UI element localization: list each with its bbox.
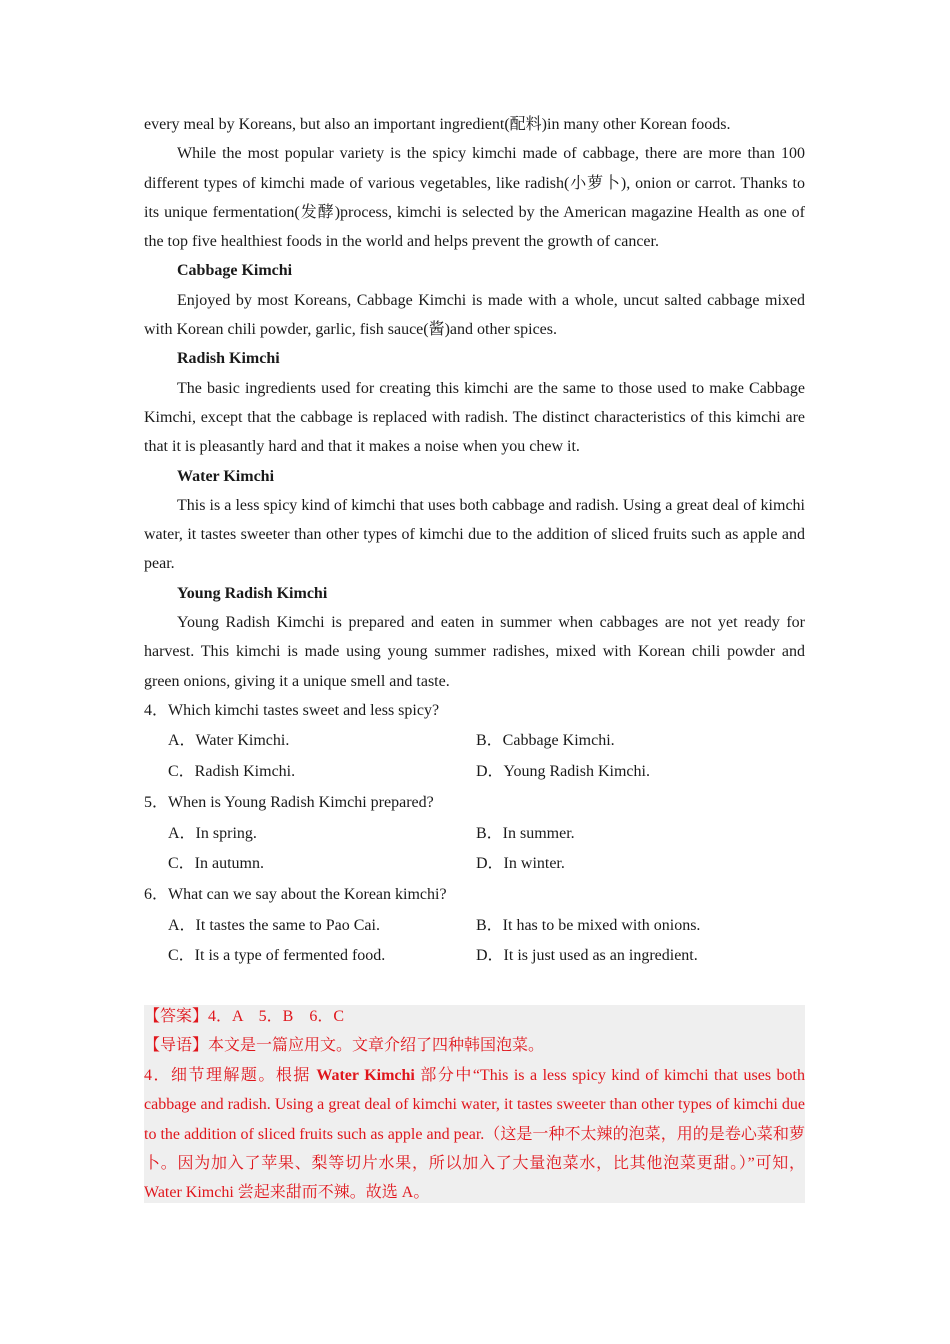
passage-paragraph-0: every meal by Koreans, but also an important ingredient(配料)in many other Korean foods.: [144, 116, 731, 133]
question-4: [144, 696, 805, 788]
answer-key: 【答案】4．A 5．B 6．C: [144, 1008, 345, 1025]
section-body-radish: The basic ingredients used for creating this kimchi are the same to those used to make Cabbage Kimchi, except that the cabbage is replaced with radish. The distinct characteristics of this kimchi are that it is pleasantly hard and that it makes a noise when you chew it.: [144, 379, 805, 456]
section-body-cabbage: Enjoyed by most Koreans, Cabbage Kimchi is made with a whole, uncut salted cabbage mixed with Korean chili powder, garlic, fish sauce(酱)and other spices.: [144, 291, 805, 339]
passage: [144, 110, 805, 972]
section-body-water: This is a less spicy kind of kimchi that uses both cabbage and radish. Using a great deal of kimchi water, it tastes sweeter than other types of kimchi due to the addition of sliced fruits such as apple and pear.: [144, 496, 805, 573]
question-options: [144, 911, 805, 973]
option-a: A．It tastes the same to Pao Cai.: [168, 916, 380, 934]
question-stem: 5．When is Young Radish Kimchi prepared?: [144, 794, 434, 812]
option-b: B．Cabbage Kimchi.: [476, 732, 615, 750]
option-b: B．It has to be mixed with onions.: [476, 916, 701, 934]
question-options: [144, 726, 805, 788]
option-b: B．In summer.: [476, 824, 575, 842]
section-heading-young-radish: Young Radish Kimchi: [177, 584, 328, 602]
option-d: D．In winter.: [476, 855, 565, 873]
section-heading-water: Water Kimchi: [177, 467, 275, 485]
section-body-young-radish: Young Radish Kimchi is prepared and eaten in summer when cabbages are not yet ready for harvest. This kimchi is made using young summer radishes, mixed with Korean chili powder and green onions, giving it a unique smell and taste.: [144, 614, 805, 690]
option-a: A．In spring.: [168, 824, 257, 842]
section-heading-radish: Radish Kimchi: [177, 350, 280, 368]
explanation-intro: 4．细节理解题。根据: [144, 1066, 317, 1084]
answer-explanation: [144, 1061, 805, 1208]
option-d: D．Young Radish Kimchi.: [476, 763, 650, 781]
option-c: C．In autumn.: [168, 855, 264, 873]
answer-guide: 【导语】本文是一篇应用文。文章介绍了四种韩国泡菜。: [144, 1037, 545, 1055]
option-d: D．It is just used as an ingredient.: [476, 947, 698, 965]
explanation-keyword: Water Kimchi: [316, 1066, 415, 1084]
question-5: [144, 788, 805, 880]
question-options: [144, 819, 805, 881]
explanation-body: 部分中“This is a less spicy kind of kimchi that uses both cabbage and radish. Using a great deal of kimchi water, it tastes sweeter than other types of kimchi due to the addition of sliced fruits such as apple and pear.（这是一种不太辣的泡菜，用的是卷心菜和萝卜。因为加入了苹果、梨等切片水果，所以加入了大量泡菜水，比其他泡菜更甜。）”可知，Water Kimchi 尝起来甜而不辣。故选 A。: [144, 1066, 805, 1202]
passage-paragraph-1: While the most popular variety is the spicy kimchi made of cabbage, there are more than 100 different types of kimchi made of various vegetables, like radish(小萝卜), onion or carrot. Thanks to its unique fermentation(发酵)process, kimchi is selected by the American magazine Health as one of the top five healthiest foods in the world and helps prevent the growth of cancer.: [144, 145, 805, 251]
question-stem: 6．What can we say about the Korean kimchi?: [144, 886, 447, 904]
option-c: C．It is a type of fermented food.: [168, 947, 386, 965]
option-a: A．Water Kimchi.: [168, 732, 290, 750]
question-stem: 4．Which kimchi tastes sweet and less spicy?: [144, 701, 440, 719]
option-c: C．Radish Kimchi.: [168, 763, 296, 781]
answer-section: [144, 1002, 805, 1208]
section-heading-cabbage: Cabbage Kimchi: [177, 262, 293, 280]
question-6: [144, 880, 805, 972]
